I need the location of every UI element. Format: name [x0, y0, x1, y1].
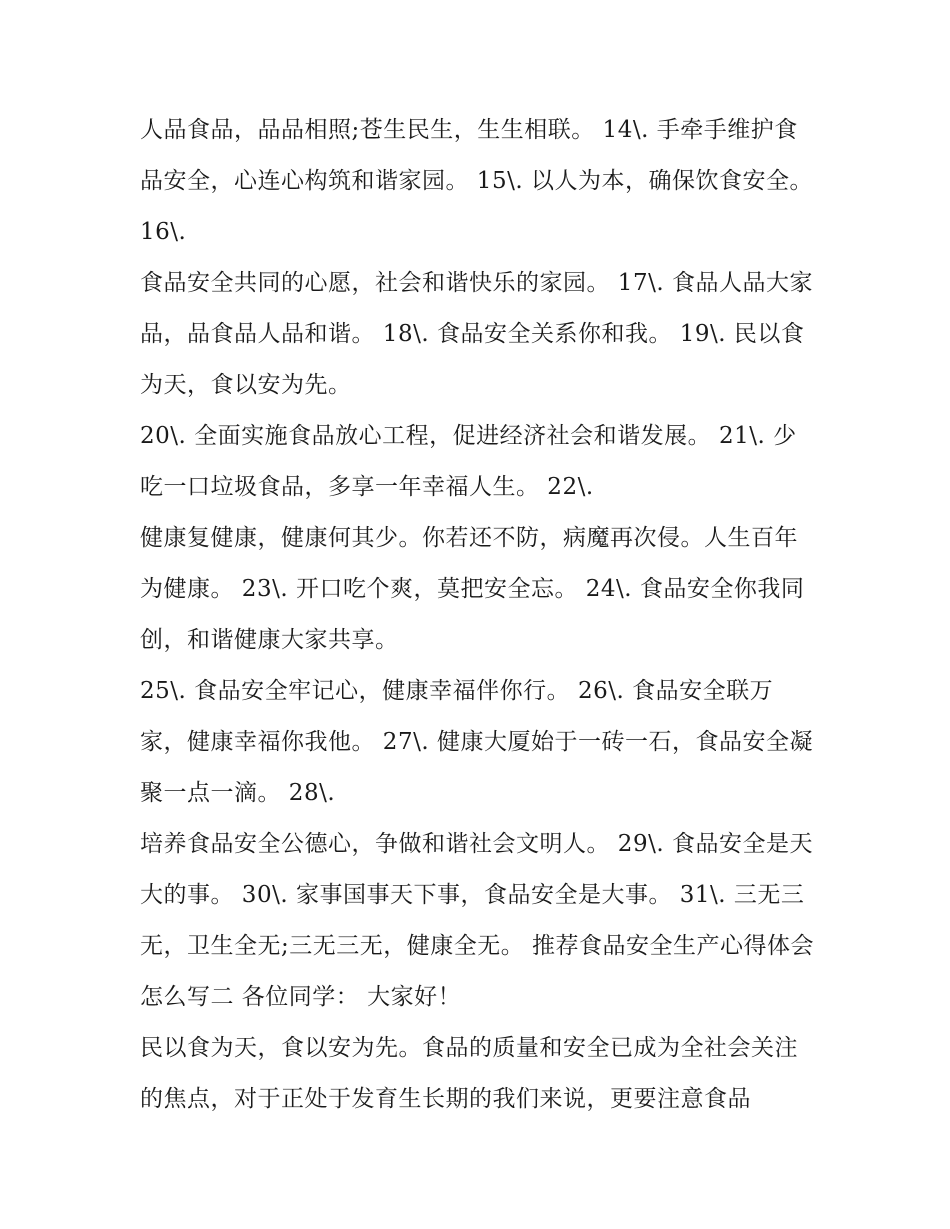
- paragraph-1: 人品食品，品品相照;苍生民生，生生相联。 14\. 手牵手维护食品安全，心连心构筑和谐家园。 15\. 以人为本，确保饮食安全。 16\.: [140, 117, 813, 245]
- paragraph-2: 食品安全共同的心愿，社会和谐快乐的家园。 17\. 食品人品大家品，品食品人品和谐。 18\. 食品安全关系你和我。 19\. 民以食为天，食以安为先。: [140, 270, 813, 398]
- paragraph-4: 健康复健康，健康何其少。你若还不防，病魔再次侵。人生百年为健康。 23\. 开口吃个爽，莫把安全忘。 24\. 食品安全你我同创，和谐健康大家共享。: [140, 525, 805, 653]
- paragraph-3: 20\. 全面实施食品放心工程，促进经济社会和谐发展。 21\. 少吃一口垃圾食品，多享一年幸福人生。 22\.: [140, 423, 797, 500]
- body-text: [140, 105, 820, 1125]
- paragraph-6: 培养食品安全公德心，争做和谐社会文明人。 29\. 食品安全是天大的事。 30\. 家事国事天下事，食品安全是大事。 31\. 三无三无，卫生全无;三无三无，健康全无。 推荐食品安全生产心得体会怎么写二 各位同学： 大家好！: [140, 831, 815, 1010]
- paragraph-5: 25\. 食品安全牢记心，健康幸福伴你行。 26\. 食品安全联万家，健康幸福你我他。 27\. 健康大厦始于一砖一石，食品安全凝聚一点一滴。 28\.: [140, 678, 813, 806]
- paragraph-7: 民以食为天，食以安为先。食品的质量和安全已成为全社会关注的焦点，对于正处于发育生长期的我们来说，更要注意食品: [140, 1035, 798, 1112]
